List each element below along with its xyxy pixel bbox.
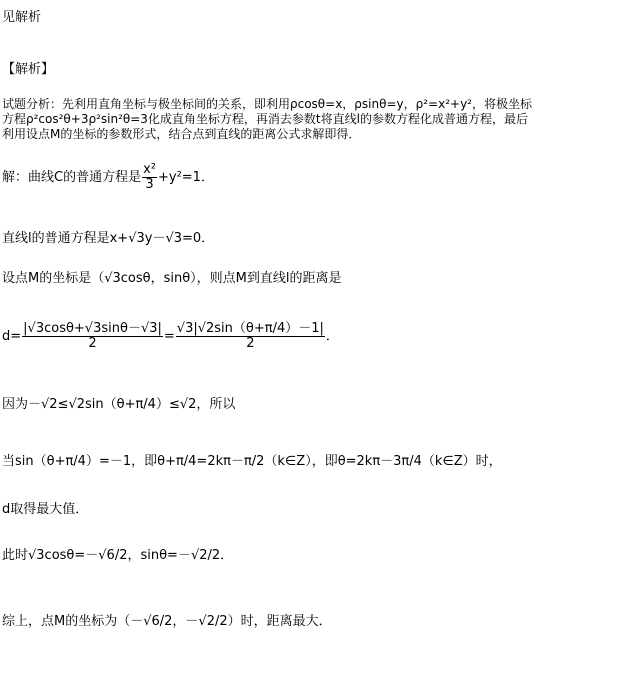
distance-fraction-2 (176, 322, 325, 351)
analysis-tag: 【解析】 (2, 62, 55, 77)
distance-prefix: d= (2, 329, 22, 344)
analysis-line-1: 试题分析：先利用直角坐标与极坐标间的关系，即利用ρcosθ=x，ρsinθ=y，ρ²=x²+y²，将极坐标 (2, 97, 532, 111)
max-statement: d取得最大值． (2, 502, 89, 517)
distance-denominator-2: 2 (246, 336, 255, 351)
distance-equals: = (163, 329, 175, 344)
distance-end: ． (325, 329, 339, 344)
distance-denominator-1: 2 (88, 336, 97, 351)
distance-formula (2, 322, 339, 351)
distance-fraction-1 (22, 322, 163, 351)
curve-suffix: +y²=1． (157, 170, 214, 185)
conclusion-statement: 综上，点M的坐标为（－√6/2，－√2/2）时，距离最大． (2, 614, 332, 629)
point-coordinates: 设点M的坐标是（√3cosθ，sinθ），则点M到直线l的距离是 (2, 271, 342, 286)
when-statement: 当sin（θ+π/4）=－1，即θ+π/4=2kπ－π/2（k∈Z），即θ=2kπ－3π/4（k∈Z）时， (2, 454, 502, 469)
distance-numerator-2: √3|√2sin（θ+π/4）－1| (176, 321, 324, 336)
distance-numerator-1: |√3cosθ+√3sinθ－√3| (23, 321, 162, 336)
curve-prefix: 解：曲线C的普通方程是 (2, 170, 142, 185)
at-statement: 此时√3cosθ=－√6/2，sinθ=－√2/2． (2, 548, 234, 563)
curve-denominator: 3 (145, 177, 154, 192)
curve-equation (2, 163, 214, 192)
analysis-line-2: 方程ρ²cos²θ+3ρ²sin²θ=3化成直角坐标方程，再消去参数t将直线l的参数方程化成普通方程，最后 (2, 112, 528, 126)
line-equation: 直线l的普通方程是x+√3y－√3=0． (2, 231, 215, 246)
curve-numerator: x² (143, 162, 156, 177)
analysis-line-3: 利用设点M的坐标的参数形式，结合点到直线的距离公式求解即得． (2, 127, 361, 141)
curve-fraction (142, 163, 157, 192)
see-analysis-label: 见解析 (2, 10, 42, 25)
because-statement: 因为－√2≤√2sin（θ+π/4）≤√2，所以 (2, 397, 236, 412)
